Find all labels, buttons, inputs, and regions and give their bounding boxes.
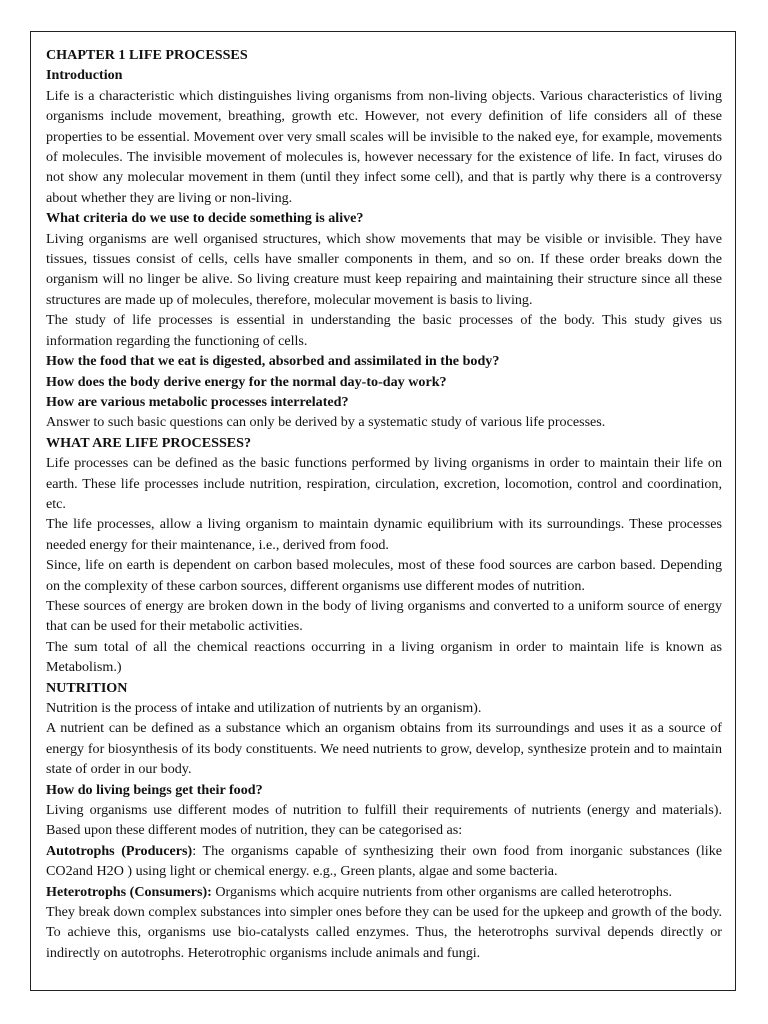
life-processes-paragraph-5: The sum total of all the chemical reactions occurring in a living organism in order to maintain life is known as Metabolism.) (46, 638, 722, 676)
life-processes-paragraph-4: These sources of energy are broken down in the body of living organisms and converted to a uniform source of energy that can be used for their metabolic activities. (46, 597, 722, 635)
introduction-heading: Introduction (46, 67, 123, 84)
document-body (46, 45, 722, 963)
life-processes-paragraph-2: The life processes, allow a living organism to maintain dynamic equilibrium with its surroundings. These processes needed energy for their maintenance, i.e., derived from food. (46, 516, 722, 553)
heterotrophs-term: Heterotrophs (Consumers): (46, 883, 212, 900)
heterotrophs-definition: Organisms which acquire nutrients from other organisms are called heterotrophs. (211, 883, 672, 900)
question-3: How are various metabolic processes interrelated? (46, 393, 349, 410)
autotrophs-definition: : The organisms capable of synthesizing their own food from inorganic substances (like CO2and H2O ) using light or chemical energy. e.g., Green plants, algae and some bacteria. (46, 842, 723, 880)
nutrition-paragraph-1: Nutrition is the process of intake and utilization of nutrients by an organism). (46, 700, 482, 716)
answer-paragraph: Answer to such basic questions can only be derived by a systematic study of various life processes. (46, 414, 606, 431)
criteria-paragraph-2: The study of life processes is essential in understanding the basic processes of the body. This study gives us information regarding the functioning of cells. (46, 312, 722, 349)
question-2: How does the body derive energy for the normal day-to-day work? (46, 373, 447, 390)
chapter-title: CHAPTER 1 LIFE PROCESSES (46, 47, 248, 63)
life-processes-paragraph-3: Since, life on earth is dependent on carbon based molecules, most of these food sources are carbon based. Depending on the complexity of these carbon sources, different organisms use different modes of nutrition. (46, 557, 722, 594)
criteria-paragraph-1: Living organisms are well organised structures, which show movements that may be visible or invisible. They have tissues, tissues consist of cells, cells have smaller components in them, and so on. If these order breaks down the organism will no linger be alive. So living creature must keep repairing and maintaining their structure since all these structures are made up of molecules, therefore, molecular movement is basis to living. (46, 230, 722, 308)
heterotrophs-paragraph (46, 882, 722, 902)
question-1: How the food that we eat is digested, absorbed and assimilated in the body? (46, 353, 500, 370)
life-processes-paragraph-1: Life processes can be defined as the basic functions performed by living organisms in order to maintain their life on earth. These life processes include nutrition, respiration, circulation, excretion, locomotion, control and coordination, etc. (46, 455, 722, 512)
nutrition-paragraph-2: A nutrient can be defined as a substance which an organism obtains from its surroundings and uses it as a source of energy for biosynthesis of its body constituents. We need nutrients to grow, develop, synthesize protein and to maintain state of order in our body. (46, 720, 722, 778)
criteria-heading: What criteria do we use to decide something is alive? (46, 210, 364, 227)
life-processes-heading: WHAT ARE LIFE PROCESSES? (46, 434, 252, 451)
food-heading: How do living beings get their food? (46, 781, 263, 798)
nutrition-heading: NUTRITION (46, 679, 128, 696)
food-paragraph: Living organisms use different modes of nutrition to fulfill their requirements of nutrients (energy and materials). Based upon these different modes of nutrition, they can be categorised as: (46, 802, 722, 839)
introduction-paragraph: Life is a characteristic which distinguishes living organisms from non-living objects. Various characteristics of living organisms include movement, breathing, growth etc. However, not every definition of life considers all of these properties to be essential. Movement over very small scales will be invisible to the naked eye, for example, movements of molecules. The invisible movement of molecules is, however necessary for the existence of life. In fact, viruses do not show any molecular movement in them (until they infect some cell), and that is partly why there is a controversy about whether they are living or non-living. (46, 87, 722, 206)
autotrophs-term: Autotrophs (Producers) (46, 842, 193, 859)
autotrophs-paragraph (46, 841, 722, 882)
heterotrophs-paragraph-2: They break down complex substances into simpler ones before they can be used for the upkeep and growth of the body. To achieve this, organisms use bio-catalysts called enzymes. Thus, the heterotrophs survival depends directly or indirectly on autotrophs. Heterotrophic organisms include animals and fungi. (46, 904, 722, 961)
